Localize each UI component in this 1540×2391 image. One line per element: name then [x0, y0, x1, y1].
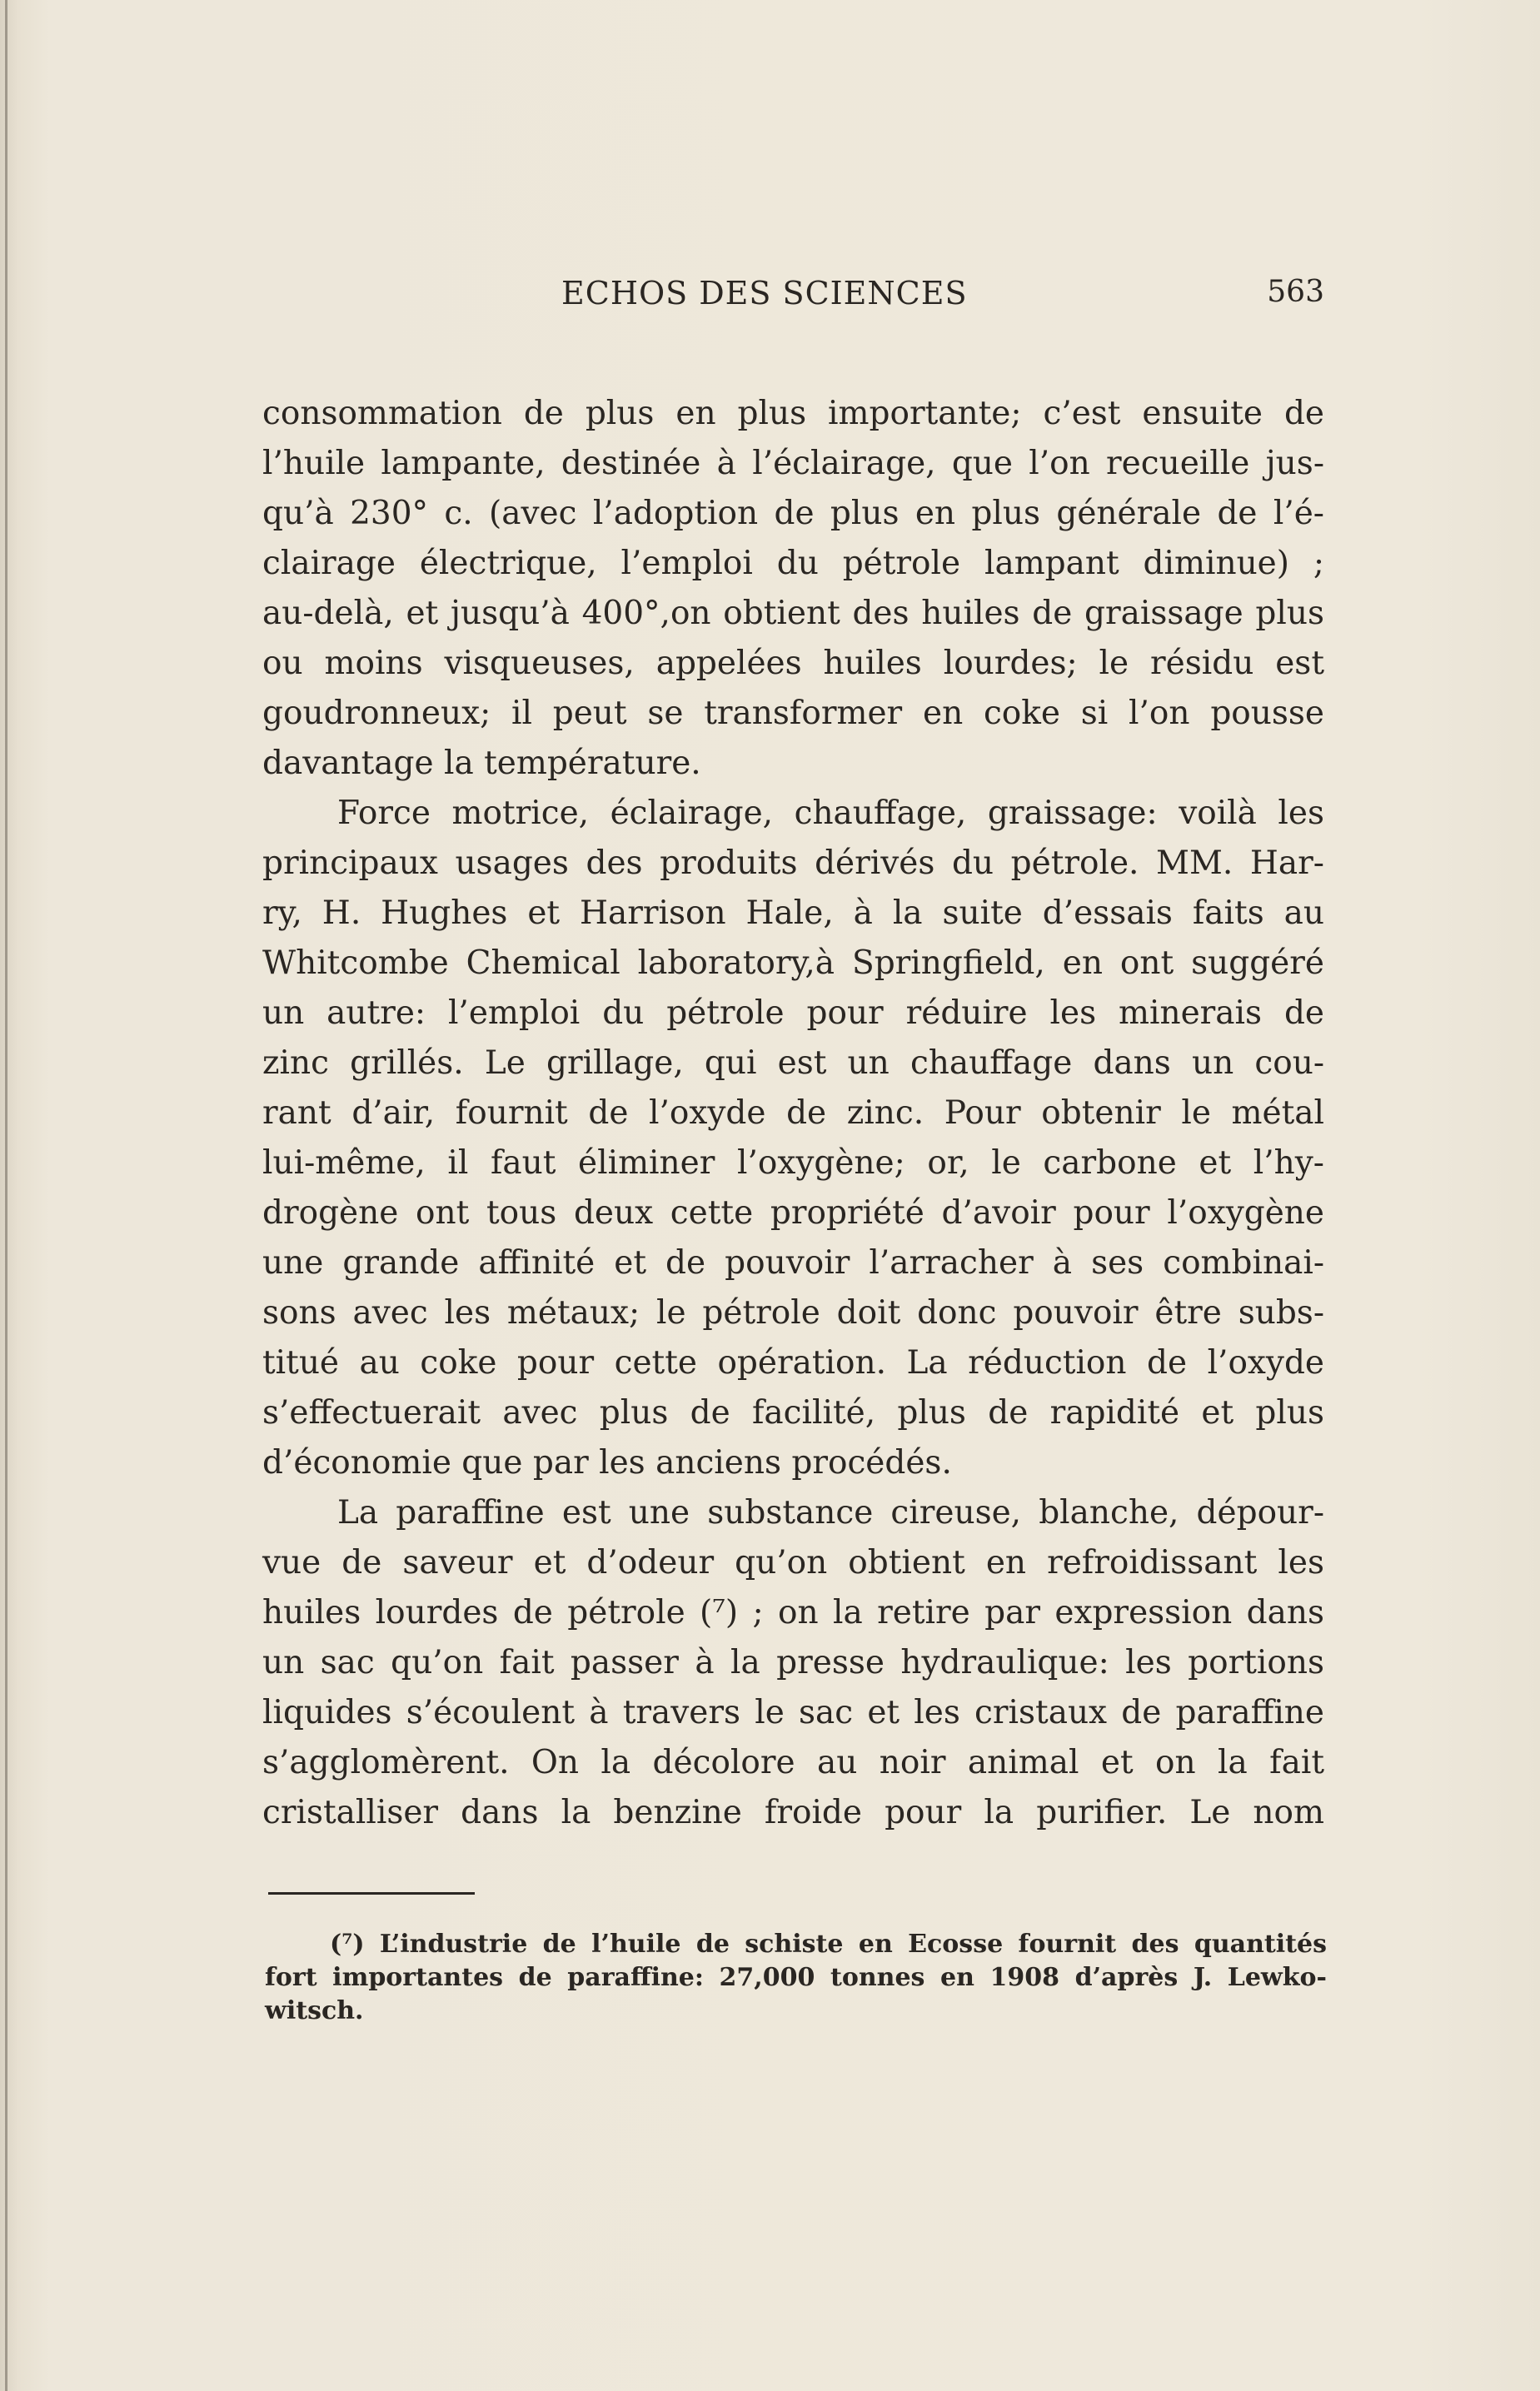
text-line: vue de saveur et d’odeur qu’on obtient en refroidissant les [262, 1544, 1324, 1582]
text-line: Force motrice, éclairage, chauffage, graissage: voilà les [337, 795, 1324, 832]
text-line: un autre: l’emploi du pétrole pour réduire les minerais de [262, 994, 1324, 1032]
footnote [265, 1928, 1327, 2028]
text-line: rant d’air, fournit de l’oxyde de zinc. Pour obtenir le métal [262, 1094, 1324, 1132]
text-line: huiles lourdes de pétrole (⁷) ; on la retire par expression dans [262, 1594, 1324, 1631]
binding-edge [5, 0, 7, 2391]
text-line: d’économie que par les anciens procédés. [262, 1444, 952, 1482]
text-line: lui-même, il faut éliminer l’oxygène; or, le carbone et l’hy- [262, 1144, 1324, 1182]
text-line: un sac qu’on fait passer à la presse hydraulique: les portions [262, 1644, 1324, 1681]
footnote-line: witsch. [265, 1996, 364, 2025]
text-line: ry, H. Hughes et Harrison Hale, à la suite d’essais faits au [262, 894, 1324, 932]
text-line: ou moins visqueuses, appelées huiles lourdes; le résidu est [262, 645, 1324, 682]
running-title: ECHOS DES SCIENCES [561, 275, 968, 311]
footnote-line: (⁷) L’industrie de l’huile de schiste en Ecosse fournit des quantités [330, 1930, 1327, 1959]
text-line: clairage électrique, l’emploi du pétrole lampant diminue) ; [262, 545, 1324, 582]
footnote-divider [268, 1892, 475, 1895]
text-line: drogène ont tous deux cette propriété d’avoir pour l’oxygène [262, 1194, 1324, 1232]
text-line: consommation de plus en plus importante; c’est ensuite de [262, 395, 1324, 432]
text-line: sons avec les métaux; le pétrole doit donc pouvoir être subs- [262, 1294, 1324, 1332]
text-line: goudronneux; il peut se transformer en coke si l’on pousse [262, 695, 1324, 732]
text-line: zinc grillés. Le grillage, qui est un chauffage dans un cou- [262, 1044, 1324, 1082]
footnote-line: fort importantes de paraffine: 27,000 tonnes en 1908 d’après J. Lewko- [265, 1963, 1327, 1992]
page-number: 563 [1267, 275, 1324, 309]
text-line: s’effectuerait avec plus de facilité, plus de rapidité et plus [262, 1394, 1324, 1432]
text-line: l’huile lampante, destinée à l’éclairage, que l’on recueille jus- [262, 445, 1324, 482]
page-header [250, 275, 1324, 325]
text-line: une grande affinité et de pouvoir l’arracher à ses combinai- [262, 1244, 1324, 1282]
text-line: liquides s’écoulent à travers le sac et les cristaux de paraffine [262, 1694, 1324, 1731]
body-text [262, 389, 1324, 1838]
text-line: qu’à 230° c. (avec l’adoption de plus en plus générale de l’é- [262, 495, 1324, 532]
text-line: Whitcombe Chemical laboratory,à Springfield, en ont suggéré [262, 944, 1324, 982]
text-line: s’agglomèrent. On la décolore au noir animal et on la fait [262, 1744, 1324, 1781]
text-line: davantage la température. [262, 745, 701, 782]
text-line: titué au coke pour cette opération. La réduction de l’oxyde [262, 1344, 1324, 1382]
text-line: La paraffine est une substance cireuse, blanche, dépour- [337, 1494, 1324, 1532]
text-line: cristalliser dans la benzine froide pour la purifier. Le nom [262, 1794, 1324, 1831]
text-line: au-delà, et jusqu’à 400°,on obtient des huiles de graissage plus [262, 595, 1324, 632]
text-line: principaux usages des produits dérivés du pétrole. MM. Har- [262, 844, 1324, 882]
